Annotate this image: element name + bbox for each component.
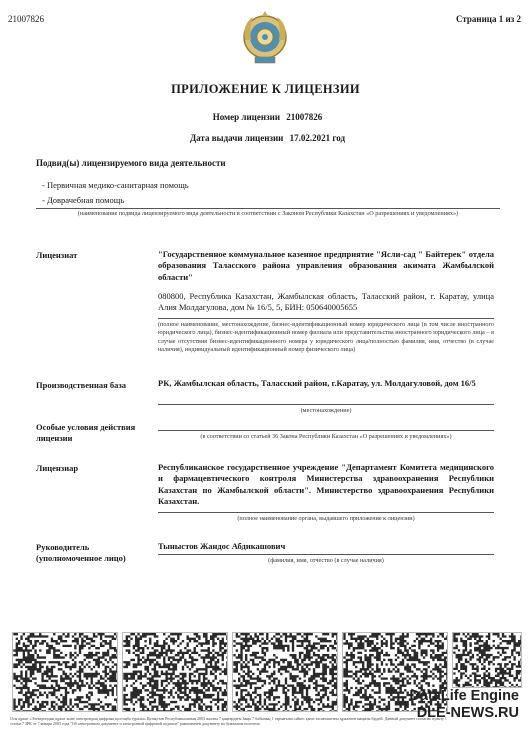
divider xyxy=(158,554,494,555)
head-value: Тыныстов Жандос Абдикашович xyxy=(158,541,286,551)
subtype-heading: Подвид(ы) лицензируемого вида деятельности xyxy=(36,158,226,168)
head-label: Руководитель (уполномоченное лицо) xyxy=(36,542,126,563)
license-number-row xyxy=(0,112,531,122)
special-conditions-note: (в соответствии со статьей 36 Закона Республики Казахстан «О разрешениях и уведомлениях») xyxy=(200,433,452,440)
licensee-name: "Государственное коммунальное казенное предприятие "Ясли-сад " Байтерек" отдела образования Таласского района управления образования акимата Жамбылской области" xyxy=(158,249,494,282)
divider xyxy=(36,208,500,209)
page-title: ПРИЛОЖЕНИЕ К ЛИЦЕНЗИИ xyxy=(171,82,360,96)
special-conditions-label: Особые условия действия лицензии xyxy=(36,422,136,443)
divider xyxy=(158,404,494,405)
subtype-item: - Доврачебная помощь xyxy=(42,195,125,205)
kazakhstan-state-emblem-icon xyxy=(241,10,289,66)
license-number-value: 21007826 xyxy=(286,112,323,122)
subtype-item: - Первичная медико-санитарная помощь xyxy=(42,180,189,190)
licensee-note: (полное наименование, местонахождение, бизнес-идентификационный номер юридического лица (в том числе иностранного юридического лица), бизнес-идентификационный номер филиала или представительства иностранного юридического лица – в случае отсутствия бизнес-идентификационного номера у юридического лица/полностью фамилия, имя, отчество (в случае наличия), индивидуальный идентификационный номер физического лица) xyxy=(158,321,494,354)
production-base-value: РК, Жамбылская область, Таласский район, г.Каратау, ул. Молдагуловой, дом 16/5 xyxy=(158,378,476,388)
licensor-value: Республиканское государственное учреждение "Департамент Комитета медицинского и фармацевтического контроля Министерства здравоохранения Республики Казахстан по Жамбылской области". Министерство здравоохранения Республики Казахстан. xyxy=(158,462,494,507)
document-number: 21007826 xyxy=(8,14,44,24)
footer-legal-text: Осы құжат «Электрондық құжат және электрондық цифрлық қолтаңба туралы» Қазақстан Республикасының 2003 жылғы 7 қаңтардағы Заңы 7 бабының 1 тармағына сәйкес қағаз тасығыштағы құжатпен маңызы бірдей. Данный документ согласно пункту 1 статьи 7 ЗРК от 7 января 2003 года "Об электронном документе и электронной цифровой подписи" равнозначен документу на бумажном носителе. xyxy=(10,716,447,727)
license-number-label: Номер лицензии xyxy=(212,112,281,122)
subtype-note: (наименование подвида лицензируемого вида деятельности в соответствии с Законом Республики Казахстан «О разрешениях и уведомлениях») xyxy=(77,210,459,217)
watermark-line1: DataLife Engine xyxy=(409,688,519,704)
licensor-note: (полное наименование органа, выдавшего приложение к лицензии) xyxy=(237,515,415,522)
issue-date-value: 17.02.2021 год xyxy=(289,133,346,143)
divider xyxy=(158,430,494,431)
licensee-label: Лицензиат xyxy=(36,250,78,260)
qr-code-icon xyxy=(452,632,522,688)
qr-code-icon xyxy=(232,632,338,712)
divider xyxy=(158,512,494,513)
issue-date-row xyxy=(0,133,531,143)
qr-code-icon xyxy=(122,632,228,712)
divider xyxy=(158,318,494,319)
production-base-note: (местонахождение) xyxy=(300,407,352,414)
issue-date-label: Дата выдачи лицензии xyxy=(189,133,284,143)
production-base-label: Производственная база xyxy=(36,380,126,390)
licensee-address: 080800, Республика Казахстан, Жамбылская область, Таласский район, г. Каратау, улица Алия Молдагулова, дом № 16/5, 5, БИН: 050640005655 xyxy=(158,291,494,313)
licensor-label: Лицензиар xyxy=(36,463,79,473)
page-indicator: Страница 1 из 2 xyxy=(455,14,521,24)
qr-code-icon xyxy=(12,632,118,712)
watermark-line2: DLE-NEWS.RU xyxy=(416,705,519,721)
head-note: (фамилия, имя, отчество (в случае наличия) xyxy=(268,557,384,564)
